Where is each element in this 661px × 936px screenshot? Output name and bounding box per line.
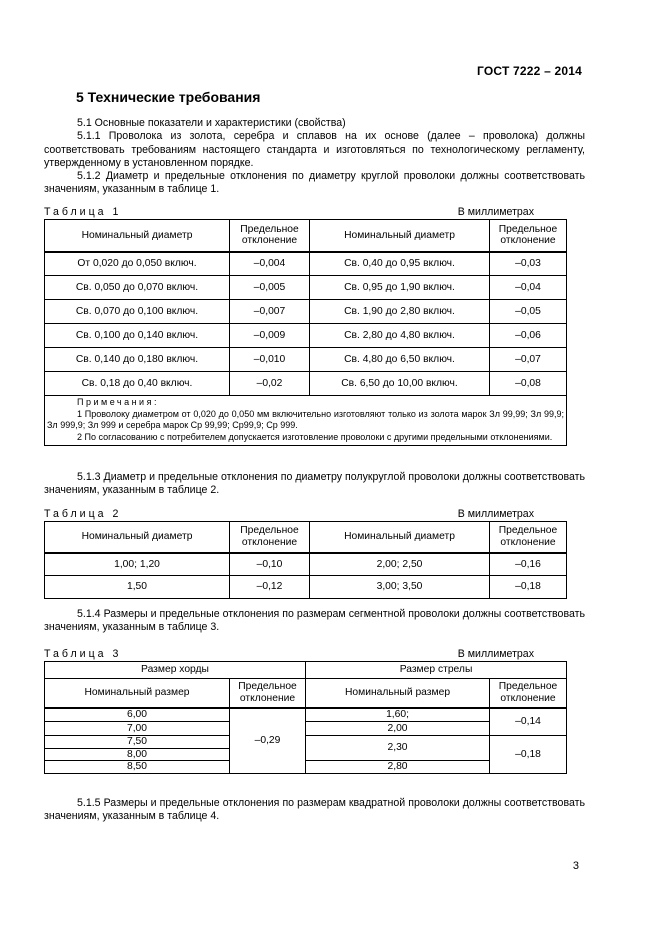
table-row [45, 576, 567, 599]
table2-header-diameter: Номинальный диаметр [310, 522, 490, 553]
table-row [45, 553, 567, 576]
table1-unit: В миллиметрах [457, 206, 534, 218]
table-cell: 1,60; [306, 708, 490, 722]
paragraphs-5-1-block [44, 117, 585, 197]
table-cell: –0,07 [490, 348, 567, 372]
table-1 [44, 219, 567, 446]
standard-number: ГОСТ 7222 – 2014 [477, 64, 582, 78]
table-cell: Св. 0,050 до 0,070 включ. [45, 276, 230, 300]
table2-header-tolerance: Предельное отклонение [490, 522, 567, 553]
paragraph-5-1-3-block [44, 471, 585, 498]
page-number: 3 [572, 860, 579, 872]
table-cell: 1,00; 1,20 [45, 553, 230, 576]
table-cell: Св. 0,140 до 0,180 включ. [45, 348, 230, 372]
notes-title: Примечания: [77, 397, 159, 407]
table-cell: Св. 0,18 до 0,40 включ. [45, 372, 230, 396]
table-cell: Св. 0,070 до 0,100 включ. [45, 300, 230, 324]
table1-notes-row [45, 396, 567, 446]
table-cell: Св. 0,40 до 0,95 включ. [310, 252, 490, 276]
table3-header-tolerance: Предельное отклонение [490, 679, 567, 708]
table-row [45, 348, 567, 372]
note-2: 2 По согласованию с потребителем допускается изготовление проволоки с другими предельными отклонениями. [77, 431, 553, 442]
table-cell: –0,03 [490, 252, 567, 276]
table-cell: 8,00 [45, 748, 230, 761]
table-row [45, 372, 567, 396]
table1-header-diameter: Номинальный диаметр [310, 220, 490, 252]
table-cell: 1,50 [45, 576, 230, 599]
table1-caption: Таблица 1 [44, 206, 122, 218]
table-cell: 2,00; 2,50 [310, 553, 490, 576]
table-cell: От 0,020 до 0,050 включ. [45, 252, 230, 276]
table-cell: Св. 0,100 до 0,140 включ. [45, 324, 230, 348]
table3-header-size: Номинальный размер [45, 679, 230, 708]
table-cell: 2,80 [306, 761, 490, 774]
table-row [45, 300, 567, 324]
paragraph-5-1-4-block [44, 608, 585, 635]
table-cell: 7,00 [45, 722, 230, 736]
table3-arrow-tolerance-2: –0,18 [490, 736, 567, 774]
table-cell: Св. 0,95 до 1,90 включ. [310, 276, 490, 300]
paragraph-5-1-4: 5.1.4 Размеры и предельные отклонения по размерам сегментной проволоки должны соответствовать значениям, указанным в таблице 3. [44, 608, 585, 634]
table-cell: –0,02 [230, 372, 310, 396]
table2-caption-row [44, 508, 566, 520]
table-cell: 2,00 [306, 722, 490, 736]
table-cell: –0,007 [230, 300, 310, 324]
table1-header-diameter: Номинальный диаметр [45, 220, 230, 252]
table-cell: –0,10 [230, 553, 310, 576]
paragraph-5-1-3: 5.1.3 Диаметр и предельные отклонения по диаметру полукруглой проволоки должны соответствовать значениям, указанным в таблице 2. [44, 471, 585, 497]
table-cell: –0,010 [230, 348, 310, 372]
table3-header-size: Номинальный размер [306, 679, 490, 708]
table-cell: –0,18 [490, 576, 567, 599]
table3-caption-row [44, 648, 566, 660]
table-cell: –0,005 [230, 276, 310, 300]
table3-chord-tolerance: –0,29 [230, 708, 306, 774]
table-row [45, 761, 567, 774]
paragraph-5-1-5: 5.1.5 Размеры и предельные отклонения по размерам квадратной проволоки должны соответствовать значениям, указанным в таблице 4. [44, 797, 585, 823]
table2-caption: Таблица 2 [44, 508, 122, 520]
table-cell: –0,05 [490, 300, 567, 324]
table3-group-arrow: Размер стрелы [306, 662, 567, 679]
table-cell: –0,12 [230, 576, 310, 599]
table1-header-row [45, 220, 567, 252]
table3-header-tolerance: Предельное отклонение [230, 679, 306, 708]
table-row [45, 276, 567, 300]
table2-header-tolerance: Предельное отклонение [230, 522, 310, 553]
paragraph-5-1-2: 5.1.2 Диаметр и предельные отклонения по диаметру круглой проволоки должны соответствовать значениям, указанным в таблице 1. [44, 170, 585, 196]
table1-header-tolerance: Предельное отклонение [230, 220, 310, 252]
section-title: 5 Технические требования [76, 89, 261, 105]
table-row [45, 708, 567, 722]
table-2 [44, 521, 567, 599]
table-cell: Св. 2,80 до 4,80 включ. [310, 324, 490, 348]
table-row [45, 252, 567, 276]
table-cell: 8,50 [45, 761, 230, 774]
table1-header-tolerance: Предельное отклонение [490, 220, 567, 252]
table3-group-chord: Размер хорды [45, 662, 306, 679]
table2-unit: В миллиметрах [457, 508, 534, 520]
paragraph-5-1-5-block [44, 797, 585, 824]
table2-header-diameter: Номинальный диаметр [45, 522, 230, 553]
table-cell: –0,004 [230, 252, 310, 276]
paragraph-5-1: 5.1 Основные показатели и характеристики (свойства) [77, 117, 346, 129]
table-cell: –0,16 [490, 553, 567, 576]
table-cell: Св. 4,80 до 6,50 включ. [310, 348, 490, 372]
table-cell: –0,009 [230, 324, 310, 348]
table-cell: 2,30 [306, 736, 490, 761]
table-row [45, 722, 567, 736]
table-cell: 3,00; 3,50 [310, 576, 490, 599]
table1-caption-row [44, 206, 566, 218]
table-row [45, 324, 567, 348]
table3-caption: Таблица 3 [44, 648, 122, 660]
table-cell: –0,06 [490, 324, 567, 348]
table-cell: 7,50 [45, 736, 230, 749]
table3-unit: В миллиметрах [457, 648, 534, 660]
table-cell: Св. 6,50 до 10,00 включ. [310, 372, 490, 396]
table-cell: Св. 1,90 до 2,80 включ. [310, 300, 490, 324]
table-cell: –0,04 [490, 276, 567, 300]
table-cell: 6,00 [45, 708, 230, 722]
table3-group-row [45, 662, 567, 679]
table-row [45, 736, 567, 749]
table-3 [44, 661, 567, 774]
table3-header-row [45, 679, 567, 708]
table1-notes [45, 396, 567, 446]
paragraph-5-1-1: 5.1.1 Проволока из золота, серебра и сплавов на их основе (далее – проволока) должны соответствовать требованиям настоящего стандарта и изготовляться по технологическому регламенту, утвержденному в установленном порядке. [44, 130, 585, 169]
note-1: 1 Проволоку диаметром от 0,020 до 0,050 мм включительно изготовляют только из золота марок Зл 99,99; Зл 99,9; Зл 999,9; Зл 999 и серебра марок Ср 99,99; Ср99,9; Ср 999. [47, 408, 564, 430]
table2-header-row [45, 522, 567, 553]
table3-arrow-tolerance-1: –0,14 [490, 708, 567, 736]
table-cell: –0,08 [490, 372, 567, 396]
